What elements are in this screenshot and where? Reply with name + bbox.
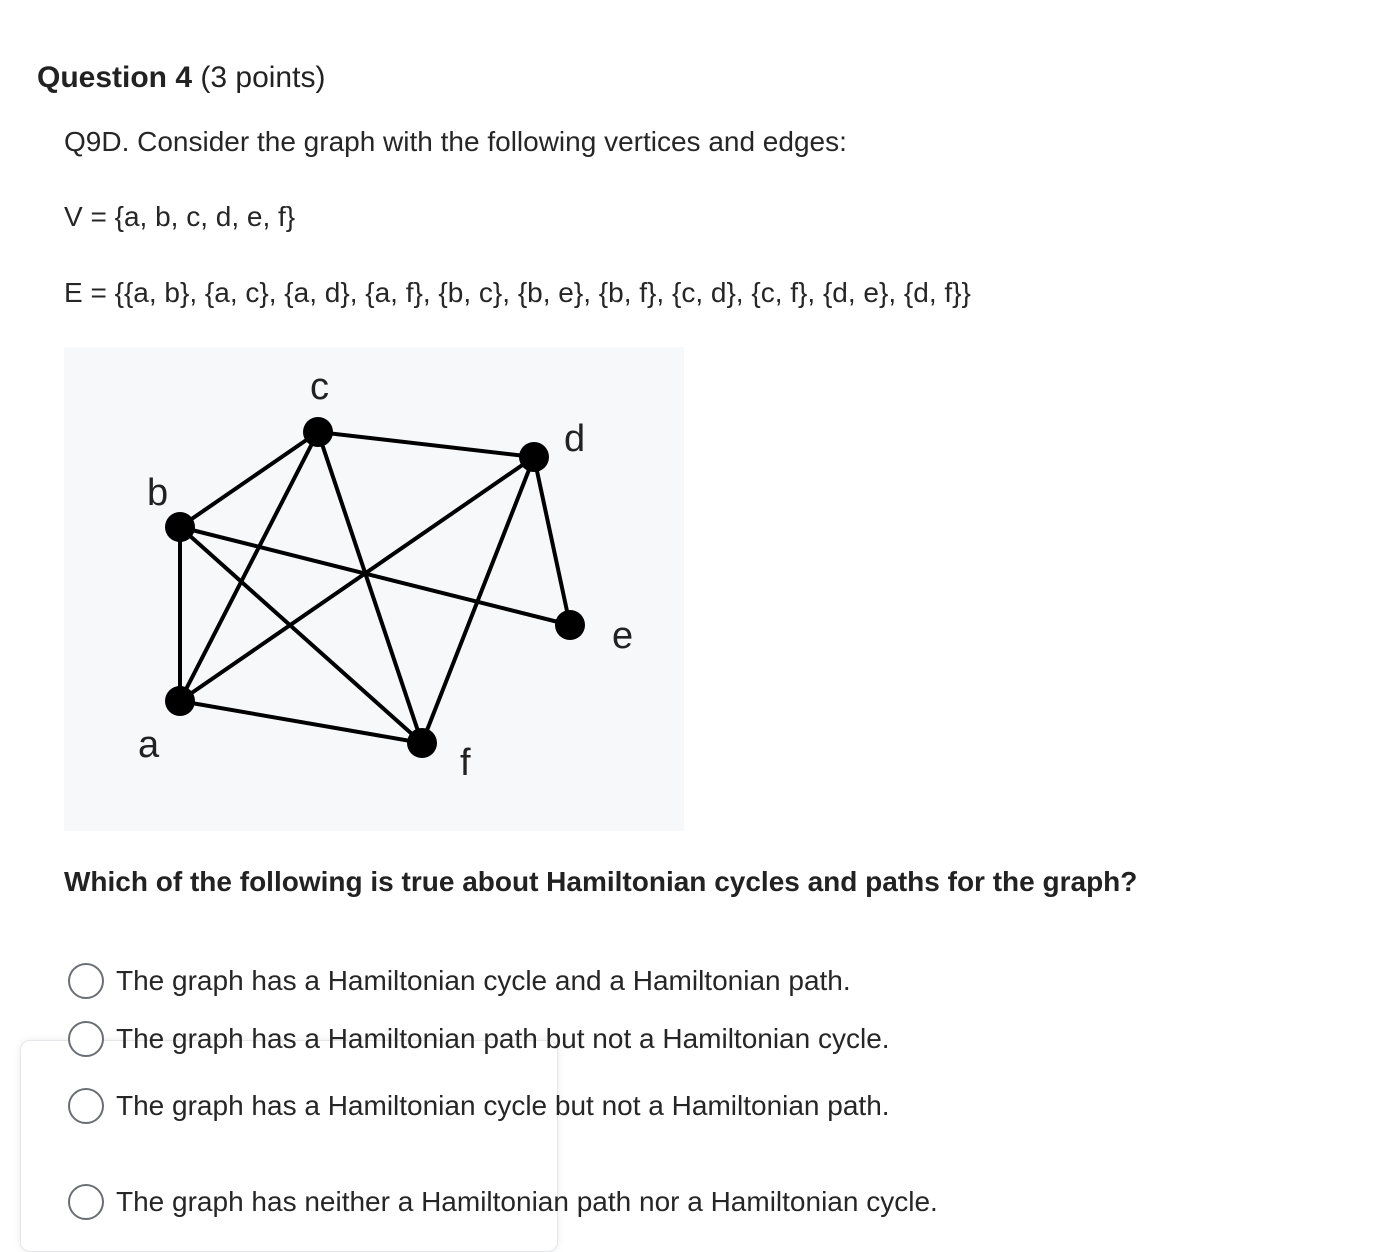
- graph-vertex-b: [165, 512, 195, 542]
- graph-figure: [64, 347, 684, 831]
- answer-option-4[interactable]: [68, 1184, 938, 1220]
- graph-vertex-label-c: c: [310, 366, 329, 408]
- question-prompt: Which of the following is true about Hamiltonian cycles and paths for the graph?: [64, 866, 1138, 897]
- graph-vertex-c: [303, 417, 333, 447]
- graph-vertex-label-a: a: [138, 724, 160, 766]
- answer-option-3[interactable]: [68, 1088, 890, 1124]
- graph-vertex-d: [519, 442, 549, 472]
- question-title: Question 4: [37, 61, 193, 94]
- graph-vertex-label-f: f: [460, 742, 471, 784]
- option-label[interactable]: The graph has neither a Hamiltonian path nor a Hamiltonian cycle.: [116, 1186, 938, 1217]
- graph-edge-a-d: [180, 457, 534, 701]
- graph-edge-a-c: [180, 432, 318, 701]
- graph-vertex-label-e: e: [612, 615, 634, 657]
- overlay-panel: [20, 1040, 558, 1252]
- option-label[interactable]: The graph has a Hamiltonian path but not a Hamiltonian cycle.: [116, 1023, 890, 1054]
- radio-button[interactable]: [68, 1021, 104, 1057]
- question-intro: Q9D. Consider the graph with the following vertices and edges:: [64, 126, 847, 157]
- question-header: [37, 58, 325, 98]
- option-label[interactable]: The graph has a Hamiltonian cycle and a Hamiltonian path.: [116, 965, 851, 996]
- graph-edge-d-e: [534, 457, 570, 625]
- graph-vertex-f: [407, 728, 437, 758]
- edge-set: E = {{a, b}, {a, c}, {a, d}, {a, f}, {b, c}, {b, e}, {b, f}, {c, d}, {c, f}, {d, e}, {d, f}}: [64, 277, 971, 308]
- graph-diagram: [64, 347, 684, 831]
- radio-button[interactable]: [68, 1184, 104, 1220]
- graph-edge-c-d: [318, 432, 534, 457]
- option-label[interactable]: The graph has a Hamiltonian cycle but not a Hamiltonian path.: [116, 1090, 890, 1121]
- graph-edge-a-f: [180, 701, 422, 743]
- graph-vertex-e: [555, 610, 585, 640]
- radio-button[interactable]: [68, 963, 104, 999]
- vertex-set: V = {a, b, c, d, e, f}: [64, 201, 296, 232]
- graph-edge-d-f: [422, 457, 534, 743]
- graph-vertex-label-d: d: [564, 418, 586, 460]
- graph-edge-b-e: [180, 527, 570, 625]
- answer-option-2[interactable]: [68, 1021, 890, 1057]
- graph-edge-b-c: [180, 432, 318, 527]
- graph-vertex-label-b: b: [147, 472, 169, 514]
- answer-option-1[interactable]: [68, 963, 851, 999]
- radio-button[interactable]: [68, 1088, 104, 1124]
- graph-vertex-a: [165, 686, 195, 716]
- question-points: (3 points): [200, 61, 326, 94]
